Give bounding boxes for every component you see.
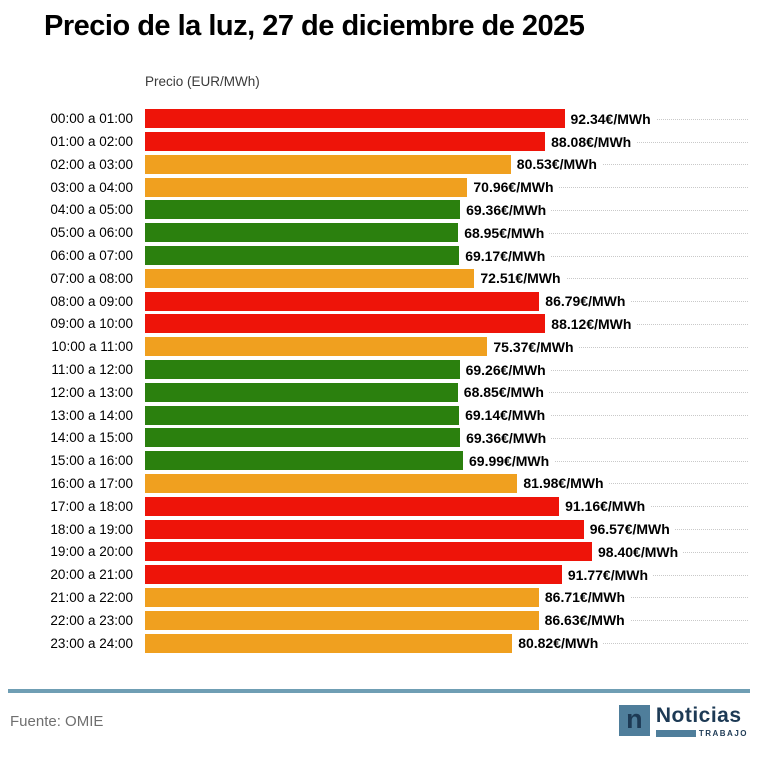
- bar-track: [145, 634, 758, 653]
- price-value-label: 88.12€/MWh: [545, 315, 636, 333]
- chart-row: [0, 609, 758, 632]
- price-value-label: 92.34€/MWh: [565, 110, 656, 128]
- bar-track: [145, 611, 758, 630]
- logo-name: Noticias: [655, 704, 742, 728]
- price-value-label: 86.63€/MWh: [539, 611, 630, 629]
- price-value-label: 69.14€/MWh: [459, 406, 550, 424]
- chart-row: [0, 199, 758, 222]
- time-range-label: 08:00 a 09:00: [50, 293, 133, 309]
- chart-row: [0, 290, 758, 313]
- bar-track: [145, 565, 758, 584]
- bar-track: [145, 542, 758, 561]
- chart-row: [0, 130, 758, 153]
- price-bar: [145, 634, 512, 653]
- price-bar: [145, 520, 584, 539]
- chart-row: [0, 586, 758, 609]
- logo-text: [656, 705, 748, 738]
- chart-row: [0, 335, 758, 358]
- time-range-label: 10:00 a 11:00: [51, 339, 133, 355]
- price-value-label: 69.17€/MWh: [459, 247, 550, 265]
- chart-row: [0, 563, 758, 586]
- bar-track: [145, 406, 758, 425]
- time-range-label: 05:00 a 06:00: [50, 225, 133, 241]
- price-value-label: 72.51€/MWh: [474, 269, 565, 287]
- price-bar: [145, 246, 459, 265]
- price-bar: [145, 383, 458, 402]
- time-range-label: 11:00 a 12:00: [51, 362, 133, 377]
- time-range-label: 01:00 a 02:00: [50, 134, 133, 150]
- price-value-label: 86.71€/MWh: [539, 588, 630, 606]
- bar-track: [145, 474, 758, 493]
- chart-row: [0, 313, 758, 336]
- chart-row: [0, 518, 758, 541]
- price-bar: [145, 269, 474, 288]
- bar-track: [145, 292, 758, 311]
- bar-track: [145, 269, 758, 288]
- time-range-label: 09:00 a 10:00: [50, 316, 133, 332]
- bar-track: [145, 337, 758, 356]
- price-value-label: 91.77€/MWh: [562, 566, 653, 584]
- price-value-label: 69.36€/MWh: [460, 429, 551, 447]
- bar-track: [145, 132, 758, 151]
- chart-row: [0, 153, 758, 176]
- bar-track: [145, 246, 758, 265]
- x-axis-label: Precio (EUR/MWh): [145, 74, 260, 90]
- bar-track: [145, 497, 758, 516]
- noticias-trabajo-logo: [619, 705, 748, 738]
- chart-row: [0, 107, 758, 130]
- logo-underline-bar: [656, 730, 696, 737]
- logo-tagline: TRABAJO: [698, 729, 748, 739]
- time-range-label: 06:00 a 07:00: [50, 248, 133, 264]
- time-range-label: 12:00 a 13:00: [50, 384, 133, 400]
- time-range-label: 07:00 a 08:00: [50, 270, 133, 286]
- bar-track: [145, 360, 758, 379]
- chart-row: [0, 632, 758, 655]
- time-range-label: 03:00 a 04:00: [50, 179, 133, 195]
- price-bar: [145, 611, 539, 630]
- chart-row: [0, 449, 758, 472]
- price-bar: [145, 200, 460, 219]
- time-range-label: 13:00 a 14:00: [50, 407, 133, 423]
- time-range-label: 00:00 a 01:00: [50, 111, 133, 127]
- price-bar: [145, 542, 592, 561]
- chart-page: [0, 10, 758, 738]
- bar-track: [145, 451, 758, 470]
- logo-subline: [656, 729, 748, 738]
- time-range-label: 15:00 a 16:00: [50, 453, 133, 469]
- price-bar: [145, 337, 487, 356]
- price-bar: [145, 428, 460, 447]
- logo-icon-letter: n: [626, 703, 643, 734]
- price-value-label: 70.96€/MWh: [467, 178, 558, 196]
- bar-track: [145, 588, 758, 607]
- time-range-label: 16:00 a 17:00: [50, 475, 133, 491]
- bar-track: [145, 314, 758, 333]
- chart-row: [0, 358, 758, 381]
- time-range-label: 23:00 a 24:00: [50, 635, 133, 651]
- chart-row: [0, 267, 758, 290]
- price-bar: [145, 588, 539, 607]
- footer-divider: [8, 689, 750, 693]
- footer: [0, 705, 758, 738]
- chart-row: [0, 540, 758, 563]
- source-label: Fuente: OMIE: [10, 713, 104, 731]
- price-value-label: 86.79€/MWh: [539, 292, 630, 310]
- price-bar: [145, 565, 562, 584]
- chart-row: [0, 176, 758, 199]
- time-range-label: 04:00 a 05:00: [50, 202, 133, 218]
- chart-row: [0, 495, 758, 518]
- bar-track: [145, 428, 758, 447]
- chart-row: [0, 381, 758, 404]
- price-value-label: 68.85€/MWh: [458, 383, 549, 401]
- bar-track: [145, 155, 758, 174]
- chart-row: [0, 472, 758, 495]
- price-bar: [145, 314, 545, 333]
- price-bar: [145, 497, 559, 516]
- chart-row: [0, 244, 758, 267]
- price-bar: [145, 155, 511, 174]
- bar-track: [145, 200, 758, 219]
- time-range-label: 02:00 a 03:00: [50, 156, 133, 172]
- bar-track: [145, 178, 758, 197]
- chart-title: Precio de la luz, 27 de diciembre de 2025: [44, 10, 585, 42]
- time-range-label: 14:00 a 15:00: [50, 430, 133, 446]
- price-bar: [145, 132, 545, 151]
- price-value-label: 98.40€/MWh: [592, 543, 683, 561]
- time-range-label: 22:00 a 23:00: [50, 612, 133, 628]
- price-value-label: 80.82€/MWh: [512, 634, 603, 652]
- price-bar: [145, 223, 458, 242]
- price-bar: [145, 474, 517, 493]
- price-value-label: 96.57€/MWh: [584, 520, 675, 538]
- price-value-label: 80.53€/MWh: [511, 155, 602, 173]
- bar-track: [145, 383, 758, 402]
- price-bar: [145, 406, 459, 425]
- chart-row: [0, 404, 758, 427]
- chart-row: [0, 427, 758, 450]
- price-value-label: 69.26€/MWh: [460, 361, 551, 379]
- price-value-label: 69.99€/MWh: [463, 452, 554, 470]
- price-value-label: 69.36€/MWh: [460, 201, 551, 219]
- price-value-label: 68.95€/MWh: [458, 224, 549, 242]
- time-range-label: 21:00 a 22:00: [50, 589, 133, 605]
- price-value-label: 88.08€/MWh: [545, 133, 636, 151]
- price-bar: [145, 292, 539, 311]
- price-value-label: 91.16€/MWh: [559, 497, 650, 515]
- price-bar: [145, 451, 463, 470]
- price-bar: [145, 360, 460, 379]
- price-value-label: 81.98€/MWh: [517, 474, 608, 492]
- time-range-label: 18:00 a 19:00: [50, 521, 133, 537]
- time-range-label: 17:00 a 18:00: [50, 498, 133, 514]
- bar-track: [145, 109, 758, 128]
- price-bar-chart: [0, 107, 758, 654]
- price-bar: [145, 178, 467, 197]
- price-bar: [145, 109, 565, 128]
- chart-row: [0, 221, 758, 244]
- bar-track: [145, 223, 758, 242]
- price-value-label: 75.37€/MWh: [487, 338, 578, 356]
- time-range-label: 20:00 a 21:00: [50, 567, 133, 583]
- time-range-label: 19:00 a 20:00: [50, 544, 133, 560]
- bar-track: [145, 520, 758, 539]
- logo-n-icon: [619, 705, 650, 736]
